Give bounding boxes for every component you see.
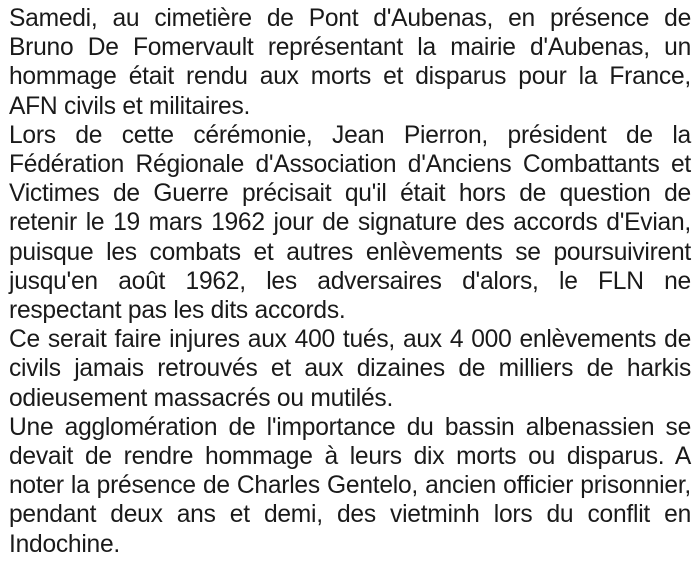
paragraph-ceremony: Samedi, au cimetière de Pont d'Aubenas, en présence de Bruno De Fomervault représentant la mairie d'Aubenas, un hommage était rendu aux morts et disparus pour la France, AFN civils et militaires. <box>9 5 691 120</box>
paragraph-victims: Ce serait faire injures aux 400 tués, aux 4 000 enlèvements de civils jamais retrouvés et aux dizaines de milliers de harkis odieusement massacrés ou mutilés. <box>9 326 691 412</box>
paragraph-tribute: Une agglomération de l'importance du bassin albenassien se devait de rendre hommage à leurs dix morts ou disparus. A noter la présence de Charles Gentelo, ancien officier prisonnier, pendant deux ans et demi, des vietminh lors du conflit en Indochine. <box>9 413 691 558</box>
paragraph-pierron-statement: Lors de cette cérémonie, Jean Pierron, président de la Fédération Régionale d'Association d'Anciens Combattants et Victimes de Guerre précisait qu'il était hors de question de retenir le 19 mars 1962 jour de signature des accords d'Evian, puisque les combats et autres enlèvements se poursuivirent jusqu'en août 1962, les adversaires d'alors, le FLN ne respectant pas les dits accords. <box>9 121 691 325</box>
article-body <box>9 4 691 559</box>
